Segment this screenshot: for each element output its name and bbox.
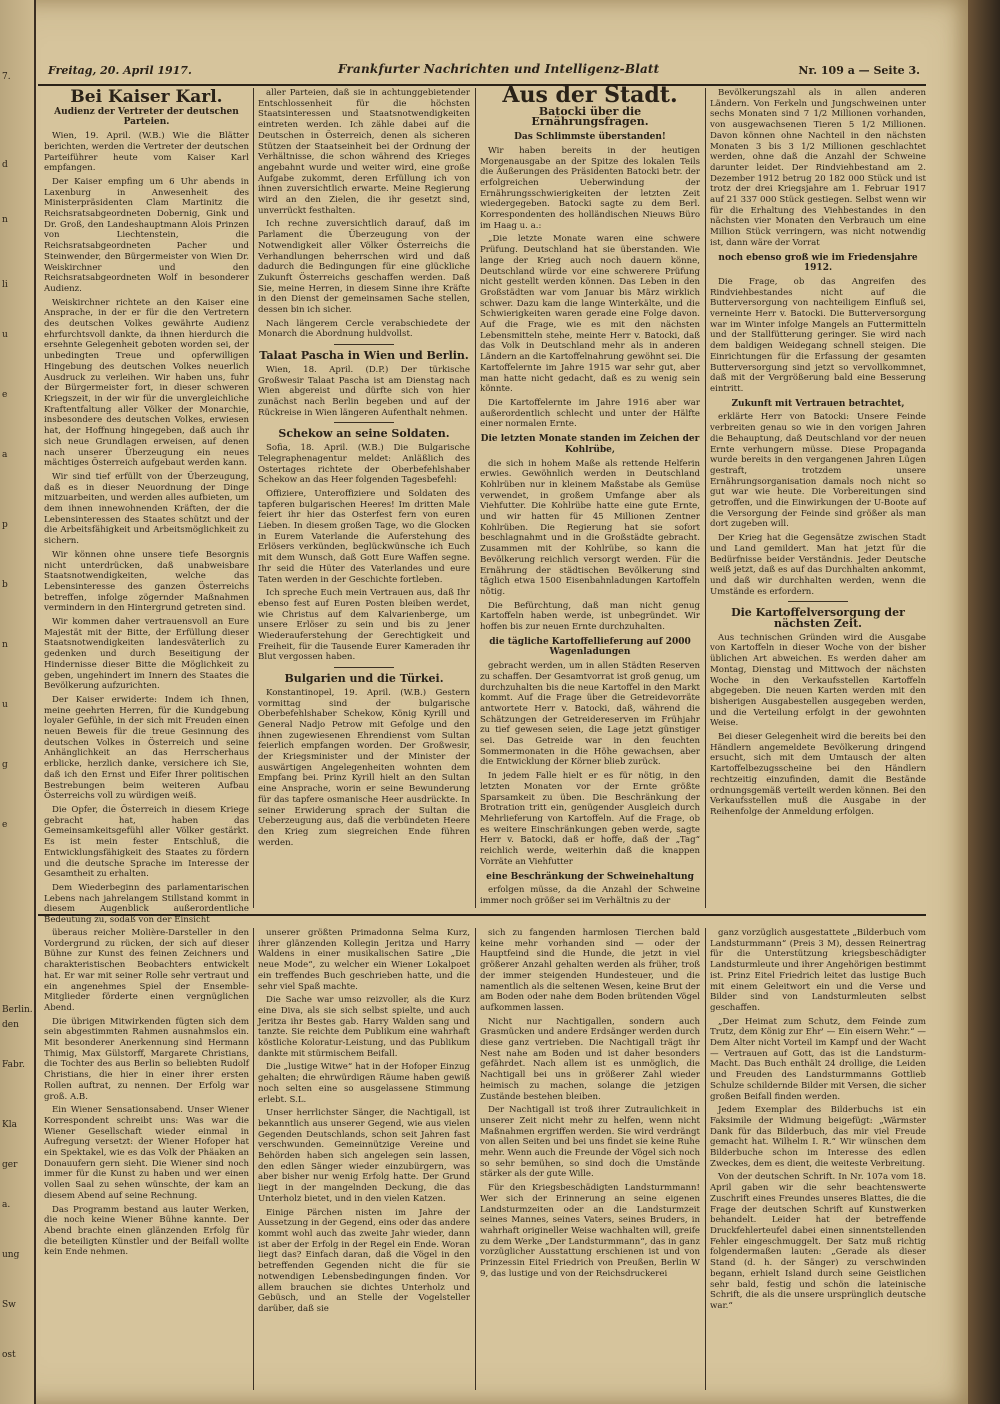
strip-fragment: Kla [2,1120,17,1130]
paragraph: Wien, 19. April. (W.B.) Wie die Blätter berichten, werden die Vertreter der deutschen Parteiführer heute vom Kaiser Karl empfangen. [44,131,249,174]
divider [334,422,394,423]
strip-fragment: p [2,520,8,530]
headline-schekow: Schekow an seine Soldaten. [278,427,450,441]
strip-fragment: u [2,700,8,710]
masthead [38,58,926,86]
paragraph: erfolgen müsse, da die Anzahl der Schweine immer noch größer sei im Verhältnis zu der [480,885,700,906]
headline-bei-kaiser-karl: Bei Kaiser Karl. [70,87,223,107]
paragraph: Nach längerem Cercle verabschiedete der Monarch die Abordnung huldvollst. [258,318,470,340]
paragraph: In jedem Falle hielt er es für nötig, in den letzten Monaten vor der Ernte größte Sparsamkeit zu üben. Die Beschränkung der Brotration tritt ein, genügender Ausgleich durch Mehrlieferung von Kartoffeln. Auf die Frage, ob es weitere Einschränkungen geben werde, sagte Herr v. Batocki, daß er hoffe, daß der „Tag“ reichlich werde, weiterhin daß die knappen Vorräte an Viehfutter [480,771,700,867]
paragraph: Der Kaiser erwiderte: Indem ich Ihnen, meine geehrten Herren, für die Kundgebung loyaler Gefühle, in der sich mit Freuden einen neuen Beweis für die treue Gesinnung des deutschen Volkes in Österreich und seine Anhänglichkeit an das Herrscherhaus erblicke, herzlich danke, versichere ich Sie, daß ich den Ernst und Eifer Ihrer politischen Bestrebungen beim weiteren Aufbau Österreichs voll zu würdigen weiß. [44,694,249,802]
paragraph: Die Opfer, die Österreich in diesem Kriege gebracht hat, haben das Gemeinsamkeitsgefühl aller Völker gestärkt. Es ist mein fester Entschluß, die Entwicklungsfähigkeit des Staates zu fördern und die deutsche Sprache im Interesse der Gesamtheit zu erhalten. [44,805,249,880]
strip-fragment: Fabr. [2,1060,25,1070]
strip-fragment: den [2,1020,19,1030]
paragraph: überaus reicher Molière-Darsteller in den Vordergrund zu rücken, der sich auf dieser Bühne zur Kunst des feinen Zeichners und charakteristischen Beobachters entwickelt hat. Er war mit seiner Rolle sehr vertraut und ein angenehmes Spiel der Ensemble-Mitglieder förderte einen vergnüglichen Abend. [44,928,249,1013]
divider [334,344,394,345]
column-2 [258,88,470,908]
headline-bulgarien: Bulgarien und die Türkei. [284,672,444,686]
paragraph: Unser herrlichster Sänger, die Nachtigall, ist bekanntlich aus unserer Gegend, wie aus vielen Gegenden Deutschlands, schon seit Jahren fast verschwunden. Gemeinnützige Vereine und Behörden haben sich angelegen sein lassen, den edlen Sänger wieder einzubürgern, was aber bisher nur wenig Erfolg hatte. Der Grund liegt in der mangelnden Deckung, die das Unterholz bietet, und in den vielen Katzen. [258,1108,470,1204]
paragraph: unserer größten Primadonna Selma Kurz, ihrer glänzenden Kollegin Jeritza und Harry Waldens in einer musikalischen Satire „Die neue Mode“, zu welcher ein Wiener Lokalpoet ein treffendes Buch geschrieben hatte, und die sehr viel Spaß machte. [258,928,470,992]
paragraph: „Der Heimat zum Schutz, dem Feinde zum Trutz, dem König zur Ehr' — Ein eisern Wehr.“ — Dem Alter nicht Vorteil im Kampf und der Wacht — Vertrauen auf Gott, das ist die Landsturm-Macht. Das Buch enthält 24 drollige, die Leiden und Freuden des Landsturmmanns Gottlieb Schulze schildernde Bilder mit Versen, die sicher großen Beifall finden werden. [710,1016,926,1102]
paragraph: Die Frage, ob das Angreifen des Rindviehbestandes nicht auf die Butterversorgung von nachteiligem Einfluß sei, verneinte Herr v. Batocki. Die Butterversorgung war im Winter infolge Mangels an Futtermitteln und der Stallfütterung geringer. Sie wird nach dem baldigen Weidegang schnell steigen. Die Einrichtungen für die Erfassung der gesamten Butterversorgung sind jetzt so vervollkommnet, daß mit der Vergrößerung bald eine Besserung eintritt. [710,276,926,394]
paragraph: Einige Pärchen nisten im Jahre der Aussetzung in der Gegend, eins oder das andere kommt wohl auch das zweite Jahr wieder, dann ist aber der Erfolg in der Regel ein Ende. Woran liegt das? Einfach daran, daß die Vögel in den betreffenden Gegenden nicht die für sie notwendigen Lebensbedingungen finden. Vor allem brauchen sie dichtes Unterholz und Gebüsch, und an Stelle der Vogelsteller darüber, daß sie [258,1207,470,1314]
strip-fragment: ung [2,1250,20,1260]
paragraph: Der Krieg hat die Gegensätze zwischen Stadt und Land gemildert. Man hat jetzt für die Bedürfnisse beider Verständnis. Jeder Deutsche weiß jetzt, daß es auf das Durchhalten ankommt, und daß wir durchhalten werden, wenn die Umstände es erfordern. [710,533,926,597]
column-rule [475,88,476,908]
paragraph: aller Parteien, daß sie in achtunggebietender Entschlossenheit für die höchsten Staatsinteressen und Staatsnotwendigkeiten eintreten werden. Ich zähle dabei auf die Deutschen in Österreich, denen als sicheren Stützen der Staatseinheit bei der Ordnung der Verhältnisse, die schon während des Krieges angebahnt wurde und weiter wird, eine große Aufgabe zukommt, deren Erfüllung ich von ihnen zuversichtlich erwarte. Meine Regierung wird an den Zielen, die ihr gesetzt sind, unverrückt festhalten. [258,88,470,216]
kicker: Zukunft mit Vertrauen betrachtet, [731,398,905,409]
paragraph: erklärte Herr von Batocki: Unsere Feinde verbreiten genau so wie in den vorigen Jahren die Behauptung, daß Deutschland vor der neuen Ernte verhungern müsse. Diese Propaganda wurde bereits in den vergangenen Jahren Lügen gestraft, trotzdem unsere Ernährungsorganisation damals noch nicht so gut war wie heute. Die Vorbereitungen sind getroffen, und die Einwirkungen der U-Boote auf die Versorgung der Feinde sind größer als man dort zugeben will. [710,412,926,530]
column-rule [253,928,254,1390]
paragraph: Weiskirchner richtete an den Kaiser eine Ansprache, in der er für die den Vertretern des deutschen Volkes gewährte Audienz ehrfurchtsvoll dankte, da ihnen hierdurch die ersehnte Gelegenheit geboten worden sei, der unbedingten Treue und opferwilligen Hingebung des deutschen Volkes neuerlich Ausdruck zu verleihen. Wir haben uns, fuhr der Bürgermeister fort, in dieser schweren Kriegszeit, in der wir für die unvergleichliche Kraftentfaltung aller Völker der Monarchie, insbesondere des deutschen Volkes, erwiesen hat, der Hoffnung hingegeben, daß auch ihr sich neue Grundlagen erweisen, auf denen nach unserer Überzeugung ein neues mächtiges Österreich aufgebaut werden kann. [44,297,249,469]
divider [334,667,394,668]
paragraph: Wir haben bereits in der heutigen Morgenausgabe an der Spitze des lokalen Teils die Äußerungen des Präsidenten Batocki betr. der erfolgreichen Ueberwindung der Ernährungsschwierigkeiten der letzten Zeit wiedergegeben. Batocki sagte zu dem Berl. Korrespondenten des holländischen Nieuws Büro im Haag u. a.: [480,145,700,231]
paragraph: ganz vorzüglich ausgestattete „Bilderbuch vom Landsturmmann“ (Preis 3 M), dessen Reinertrag für die Unterstützung kriegsbeschädigter Landsturmleute und ihrer Angehörigen bestimmt ist. Prinz Eitel Friedrich leitet das lustige Buch mit einem Geleitwort ein und die Verse und Bilder sind von Landsturmleuten selbst geschaffen. [710,928,926,1013]
newspaper-title: Frankfurter Nachrichten und Intelligenz-Blatt [338,62,660,76]
paragraph: Die Sache war umso reizvoller, als die Kurz eine Diva, als sie sich selbst spielte, und auch Jeritza ihr Bestes gab. Harry Walden sang und tanzte. Sie reichte dem Publikum eine wahrhaft köstliche Koloratur-Leistung, und das Publikum dankte mit stürmischem Beifall. [258,995,470,1059]
strip-fragment: li [2,280,8,290]
paragraph: Bevölkerungszahl als in allen anderen Ländern. Von Ferkeln und Jungschweinen unter sechs Monaten sind 7 1/2 Millionen vorhanden, von ausgewachsenen Tieren 5 1/2 Millionen. Davon können ohne Nachteil in den nächsten Monaten 3 bis 3 1/2 Millionen geschlachtet werden, ohne daß die Anzahl der Schweine darunter leidet. Der Rindviehbestand am 2. Dezember 1912 betrug 20 182 000 Stück und ist trotz der drei Kriegsjahre am 1. Februar 1917 auf 21 337 000 Stück gestiegen. Selbst wenn wir für die Erhaltung des Viehbestandes in den nächsten vier Monaten den Verbrauch um eine Million Stück verringern, was nicht notwendig ist, dann wäre der Vorrat [710,88,926,248]
paragraph: Dem Wiederbeginn des parlamentarischen Lebens nach jahrelangem Stillstand kommt in diesem Augenblick außerordentliche Bedeutung zu, sodaß von der Einsicht [44,882,249,926]
paragraph: Wien, 18. April. (D.P.) Der türkische Großwesir Talaat Pascha ist am Dienstag nach Wien abgereist und dürfte sich von hier zunächst nach Berlin begeben und auf der Rückreise in Wien längeren Aufenthalt nehmen. [258,364,470,418]
strip-fragment: d [2,160,8,170]
strip-fragment: e [2,390,8,400]
paragraph: Die übrigen Mitwirkenden fügten sich dem sein abgestimmten Rahmen ausnahmslos ein. Mit besonderer Anerkennung sind Hermann Thimig, Max Gülstorff, Margarete Christians, die Tochter des aus Berlin so beliebten Rudolf Christians, die hier in einer ihrer ersten Rollen auftrat, zu nennen. Der Erfolg war groß. A.B. [44,1016,249,1102]
paragraph: Die Befürchtung, daß man nicht genug Kartoffeln haben werde, ist unbegründet. Wir hoffen bis zur neuen Ernte durchzuhalten. [480,600,700,633]
subhead-audienz: Audienz der Vertreter der deutschen Parteien. [54,106,239,128]
strip-fragment: Sw [2,1300,16,1310]
strip-fragment: n [2,215,8,225]
paragraph: Wir kommen daher vertrauensvoll an Eure Majestät mit der Bitte, der Erfüllung dieser Staatsnotwendigkeiten landesväterlich zu gedenken und durch Beseitigung der Hindernisse dieser Bitte die Möglichkeit zu geben, ungehindert im Innern des Staates die Bevölkerung aufzurichten. [44,617,249,692]
column-rule [475,928,476,1390]
column-3 [480,82,700,908]
column-rule [253,88,254,908]
paragraph: Sofia, 18. April. (W.B.) Die Bulgarische Telegraphenagentur meldet: Anläßlich des Ostertages richtete der Oberbefehlshaber Schekow an das Heer folgenden Tagesbefehl: [258,443,470,486]
paragraph: Der Kaiser empfing um 6 Uhr abends in Laxenburg in Anwesenheit des Ministerpräsidenten Clam Martinitz die Reichsratsabgeordneten Dobernig, Gink und Dr. Groß, den Landeshauptmann Alois Prinzen von Liechtenstein, die Reichsratsabgeordneten Pacher und Steinwender, den Bürgermeister von Wien Dr. Weiskirchner und den Reichsratsabgeordneten Wolf in besonderer Audienz. [44,176,249,294]
bottom-column-3 [480,928,700,1390]
headline-talaat-pascha: Talaat Pascha in Wien und Berlin. [259,349,469,363]
strip-fragment: n [2,640,8,650]
kicker: Das Schlimmste überstanden! [514,132,666,143]
strip-fragment: g [2,760,8,770]
paragraph: gebracht werden, um in allen Städten Reserven zu schaffen. Der Gesamtvorrat ist groß genug, um durchzuhalten bis die neue Kartoffel in den Markt kommt. Auf die Frage über die Getreidevorräte antwortete Herr v. Batocki, daß, während die Schätzungen der Getreidereserven im Frühjahr zu tief gewesen seien, die Lage jetzt günstiger sei. Das Getreide war in den feuchten Sommermonaten in die Höhe gewachsen, aber die Entwicklung der Körner blieb zurück. [480,661,700,768]
adjacent-page-strip [0,0,36,1404]
issue-number: Nr. 109 a — Seite 3. [798,64,920,77]
bottom-column-4 [710,928,926,1390]
strip-fragment: ger [2,1160,18,1170]
paragraph: Der Nachtigall ist troß ihrer Zutraulichkeit in unserer Zeit nicht mehr zu helfen, wenn nicht Maßnahmen ergriffen werden. Sie wird verdrängt von allen Seiten und bei uns findet sie keine Ruhe mehr. Wenn auch die Freunde der Vögel sich noch so sehr bemühen, so sind doch die Umstände stärker als der gute Wille. [480,1105,700,1180]
paragraph: die sich in hohem Maße als rettende Helferin erwies. Gewöhnlich werden in Deutschland Kohlrüben nur in kleinem Maßstabe als Gemüse verwendet, in großem Umfange aber als Viehfutter. Die Kohlrübe hatte eine gute Ernte, und wir hatten für 45 Millionen Zentner Kohlrüben. Die Regierung hat sie sofort beschlagnahmt und in die Großstädte gebracht. Zusammen mit der Kohlrübe, so kann die Bevölkerung reichlich versorgt werden. Für die Ernährung der städtischen Bevölkerung sind täglich etwa 1500 Eisenbahnladungen Kartoffeln nötig. [480,458,700,597]
paragraph: Die Kartoffelernte im Jahre 1916 aber war außerordentlich schlecht und unter der Hälfte einer normalen Ernte. [480,397,700,430]
paragraph: sich zu fangenden harmlosen Tierchen bald keine mehr vorhanden sind — oder der Hauptfeind sind die Hunde, die jetzt in viel größerer Anzahl gehalten werden als früher, troß der immer steigenden Hundesteuer, und die namentlich als die seltenen Wesen, keine Brut der am Boden oder nahe dem Boden brütenden Vögel aufkommen lassen. [480,928,700,1013]
paragraph: Wir sind tief erfüllt von der Überzeugung, daß es in dieser Neuordnung der Dinge mitzuarbeiten, und werden alles aufbieten, um dem ihnen innewohnenden Kräften, der die Lebensinteressen des Staates schützt und der die Arbeitsfähigkeit und Arbeitsmöglichkeit zu sichern. [44,471,249,547]
kicker: die tägliche Kartoffellieferung auf 2000 Wagenladungen [489,636,691,658]
paragraph: Das Programm bestand aus lauter Werken, die noch keine Wiener Bühne kannte. Der Abend brachte einen glänzenden Erfolg für die beteiligten Künstler und der Beifall wollte kein Ende nehmen. [44,1204,249,1258]
paragraph: Jedem Exemplar des Bilderbuchs ist ein Faksimile der Widmung beigefügt: „Wärmster Dank für das Bilderbuch, das mir viel Freude gemacht hat. Wilhelm I. R.“ Wir wünschen dem Bilderbuche schon im Interesse des edlen Zweckes, dem es dient, die weiteste Verbreitung. [710,1105,926,1169]
paragraph: Bei dieser Gelegenheit wird die bereits bei den Händlern angemeldete Bevölkerung dringend ersucht, sich mit dem Umtausch der alten Kartoffelbezugsscheine bei den Händlern rechtzeitig einzufinden, damit die Bestände ordnungsgemäß verteilt werden können. Bei den Verkaufsstellen muß die Ausgabe in der Reihenfolge der Anmeldung erfolgen. [710,732,926,817]
strip-fragment: b [2,580,8,590]
paragraph: Die „lustige Witwe“ hat in der Hofoper Einzug gehalten; die ehrwürdigen Räume haben gewiß noch selten eine so ausgelassene Stimmung erlebt. S.L. [258,1062,470,1105]
bottom-column-2 [258,928,470,1390]
paragraph: Konstantinopel, 19. April. (W.B.) Gestern vormittag sind der bulgarische Oberbefehlshaber Schekow, König Kyrill und General Nadjo Petrow mit Gefolge und den ihnen zugewiesenen Ehrendienst vom Sultan feierlich empfangen worden. Der Großwesir, der Kriegsminister und der Minister der auswärtigen Angelegenheiten wohnten dem Empfang bei. Prinz Kyrill hielt an den Sultan eine Ansprache, worin er seine Bewunderung für das tapfere osmanische Heer ausdrückte. In seiner Erwiderung sprach der Sultan die Ueberzeugung aus, daß die verbündeten Heere den Krieg zum siegreichen Ende führen werden. [258,687,470,848]
paragraph: Ich spreche Euch mein Vertrauen aus, daß Ihr ebenso fest auf Euren Posten bleiben werdet, wie Christus auf dem Kalvarienberge, um unsere Erlöser zu sein und bis zu jener Wiederauferstehung der Gerechtigkeit und Freiheit, für die Tausende Eurer Kameraden ihr Blut vergossen haben. [258,588,470,663]
paragraph: Nicht nur Nachtigallen, sondern auch Grasmücken und andere Erdsänger werden durch diese ganz vertrieben. Die Nachtigall trägt ihr Nest nahe am Boden und ist daher besonders gefährdet. Nach allem ist es unmöglich, die Nachtigall bei uns in größerer Zahl wieder heimisch zu machen, solange die jetzigen Zustände bestehen bleiben. [480,1016,700,1102]
headline-aus-der-stadt: Aus der Stadt. [502,82,678,108]
issue-date: Freitag, 20. April 1917. [48,64,192,77]
strip-fragment: e [2,820,8,830]
paragraph: Aus technischen Gründen wird die Ausgabe von Kartoffeln in dieser Woche von der bisher üblichen Art abweichen. Es werden daher am Montag, Dienstag und Mittwoch der nächsten Woche in den Verkaufsstellen Kartoffeln abgegeben. Die neuen Karten werden mit den bisherigen Ausgabestellen ausgegeben werden, und die Verteilung erfolgt in der gewohnten Weise. [710,632,926,729]
paragraph: Von der deutschen Schrift. In Nr. 107a vom 18. April gaben wir die sehr beachtenswerte Zuschrift eines Freundes unseres Blattes, die die Frage der deutschen Schrift auf Kunstwerken behandelt. Leider hat der betreffende Druckfehlerteufel dabei einen sinnentstellenden Fehler eingeschmuggelt. Der Satz muß richtig folgendermaßen lauten: „Gerade als dieser Stand (d. h. der Sänger) zu verschwinden begann, erhielt Island durch seine Geistlichen sehr bald, festig und schön die lateinische Schrift, die als die unsere ursprünglich deutsche war.“ [710,1172,926,1311]
paragraph: Wir können ohne unsere tiefe Besorgnis nicht unterdrücken, daß unabweisbare Staatsnotwendigkeiten, welche das Lebensinteresse des ganzen Österreichs betreffen, infolge zögernder Maßnahmen vermindern in den Hintergrund getreten sind. [44,549,249,614]
headline-kartoffelversorgung: Die Kartoffelversorgung der nächsten Zeit. [731,606,905,631]
book-binding-edge [968,0,1000,1404]
kicker: eine Beschränkung der Schweinehaltung [486,871,694,882]
divider [788,601,848,602]
column-rule [705,928,706,1390]
paragraph: Offiziere, Unteroffiziere und Soldaten des tapferen bulgarischen Heeres! Im dritten Male feiert ihr hier das Osterfest fern von euren Lieben. In diesem großen Tage, wo die Glocken in Eurem Vaterlande die Auferstehung des Erlösers verkünden, beglückwünsche ich Euch mit dem Wunsch, daß Gott Eure Waffen segne. Ihr seid die Hüter des Vaterlandes und eure Taten werden in der Geschichte fortleben. [258,488,470,585]
strip-fragment: Berlin. [2,1005,33,1015]
paragraph: Für den Kriegsbeschädigten Landsturmmann! Wer sich der Erinnerung an seine eigenen Landsturmzeiten oder an die Landsturmzeit seines Mannes, seines Vaters, seines Bruders, in wahrhaft origineller Weise wachhalten will, greife zu dem Werke „Der Landsturmmann“, das in ganz vorzüglicher Ausstattung erschienen ist und von Prinzessin Eitel Friedrich von Preußen, Berlin W 9, das lustige und von der Reichsdruckerei [480,1183,700,1279]
column-1 [44,87,249,926]
column-4 [710,88,926,908]
kicker: Die letzten Monate standen im Zeichen der Kohlrübe, [480,434,700,455]
headline-batocki: Batocki über die Ernährungsfragen. [531,104,649,129]
paragraph: „Die letzte Monate waren eine schwere Prüfung. Deutschland hat sie überstanden. Wie lange der Krieg auch noch dauern könne, Deutschland würde vor eine schwerere Prüfung nicht gestellt werden können. Das Leben in den Großstädten war vom Januar bis März wirklich schwer. Dazu kam die lange Winterkälte, und die Schwierigkeiten waren gerade eine Folge davon. Auf die Frage, wie es mit den nächsten Lebensmitteln stehe, meinte Herr v. Batocki, daß das Volk in Deutschland mehr als in anderen Ländern an die Kartoffelnahrung gewöhnt sei. Die Kartoffelernte im Jahre 1915 war sehr gut, aber man hatte nicht gedacht, daß es zu wenig sein könnte. [480,234,700,395]
strip-fragment: 7. [2,72,11,82]
column-rule [705,88,706,908]
strip-fragment: a. [2,1200,11,1210]
strip-fragment: ost [2,1350,16,1360]
bottom-column-1 [44,928,249,1390]
kicker: noch ebenso groß wie im Friedensjahre 1912. [718,252,918,274]
paragraph: Ein Wiener Sensationsabend. Unser Wiener Korrespondent schreibt uns: Was war die Wiener Gesellschaft wieder einmal in Aufregung versetzt: der Wiener Hofoper hat ein Spektakel, wie es das Volk der Phäaken an Donauufern gern sieht. Die Wiener sind noch immer für die Kunst zu haben und wer einen vollen Saal zu sehen wünschte, der kam an diesem Abend auf seine Rechnung. [44,1105,249,1201]
strip-fragment: a [2,450,8,460]
paragraph: Ich rechne zuversichtlich darauf, daß im Parlament die Überzeugung von der Notwendigkeit aller Völker Österreichs die Verhandlungen beherrschen wird und daß dadurch die Bedingungen für eine glückliche Zukunft Österreichs geschaffen werden. Daß Sie, meine Herren, in diesem Sinne ihre Kräfte in den Dienst der gemeinsamen Sache stellen, dessen bin ich sicher. [258,219,470,316]
strip-fragment: u [2,330,8,340]
